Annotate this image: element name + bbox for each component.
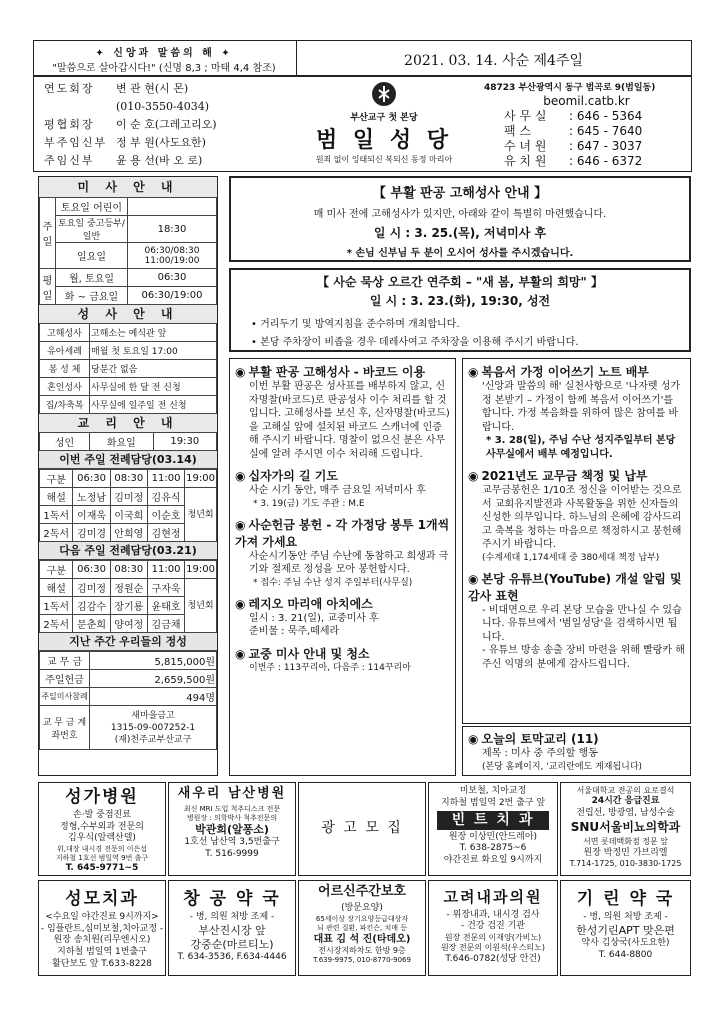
ad-line: 원장 전문의 이원석(우스티노) bbox=[440, 943, 546, 953]
mass-table bbox=[39, 197, 217, 305]
theme-quote: "말씀으로 살아갑시다!" (신명 8,3 ; 마태 4,4 참조) bbox=[52, 63, 276, 74]
youth-cell: 청년회 bbox=[185, 488, 217, 542]
duty-head: 08:30 bbox=[110, 470, 147, 488]
ad-line: T.714-1725, 010-3830-1725 bbox=[569, 859, 682, 869]
contact-key: 수 녀 원 bbox=[504, 139, 547, 153]
contact-key: 사 무 실 bbox=[504, 109, 547, 123]
duty-head: 08:30 bbox=[110, 561, 147, 579]
confession-note: * 손님 신부님 두 분이 오시어 성사를 주시겠습니다. bbox=[346, 248, 574, 259]
header-box bbox=[33, 40, 692, 76]
ad-line: 미보철, 치아교정 bbox=[459, 786, 527, 796]
news-body: 교무금봉헌은 1/10조 정신을 이어받는 것으로서 교회유지발전과 사목활동을 위한 신자들의 신성한 의무입니다. 하느님의 은혜에 감사드리고 축복을 청하는 마음으로 책정하시고 봉헌해 주시기 바랍니다. bbox=[482, 485, 682, 550]
ad-line: - 병, 의원 처방 조제 - bbox=[189, 912, 275, 923]
logo-motto: 원죄 없이 잉태되신 복되신 동정 마리아 bbox=[315, 155, 453, 164]
ad-line: T. 645-9771~5 bbox=[65, 863, 139, 874]
concert-note2: • 본당 주차장이 비좁을 경우 데레사여고 주차장을 이용해 주시기 바랍니다. bbox=[251, 337, 579, 348]
catechism-day: 화요일 bbox=[90, 433, 154, 451]
duty-head: 19:00 bbox=[185, 470, 217, 488]
duty-cell: 2독서 bbox=[40, 524, 73, 542]
news-title: ◉ 2021년도 교무금 책정 및 납부 bbox=[468, 467, 685, 484]
ad-box bbox=[560, 782, 691, 876]
offering-value: 5,815,000원 bbox=[90, 652, 217, 670]
ad-line: 전시장지하차도 한방 9층 bbox=[318, 945, 406, 955]
duty-head: 06:30 bbox=[73, 470, 110, 488]
duty-cell: 문춘희 bbox=[73, 615, 110, 633]
duty1-title: 이번 주일 전례담당(03.14) bbox=[39, 451, 217, 469]
duty-head: 19:00 bbox=[185, 561, 217, 579]
ad-line: - 임플란트,심미보철,치아교정 - bbox=[40, 923, 164, 934]
duty-head: 구분 bbox=[40, 561, 73, 579]
issue-date: 2021. 03. 14. 사순 제4주일 bbox=[404, 53, 583, 69]
ad-title: 새우리 남산병원 bbox=[177, 786, 287, 801]
contact-key: 팩 스 bbox=[504, 124, 531, 138]
ad-line: - 위장내과, 내시경 검사 bbox=[446, 909, 540, 920]
duty-cell: 김감수 bbox=[73, 597, 110, 615]
mass-time bbox=[128, 198, 217, 216]
sacrament-info: 매월 첫 토요일 17:00 bbox=[90, 342, 217, 360]
duty-cell: 노정남 bbox=[73, 488, 110, 506]
ad-line: 전립선, 방광염, 남성수술 bbox=[576, 808, 675, 819]
ad-line: 지하철 범일역 2번 출구 앞 bbox=[440, 797, 546, 808]
sunday-label: 주일 bbox=[40, 198, 56, 269]
news-body: '신앙과 말씀의 해' 실천사항으로 '나자렛 성가정 본받기 – 가정이 함께 복음서 이어쓰기'를 합니다. 가정 복음화를 위하여 많은 참여를 바랍니다. bbox=[482, 381, 681, 433]
mass-day: 화 ~ 금요일 bbox=[56, 287, 128, 305]
ad-box bbox=[560, 880, 691, 976]
mass-day: 일요일 bbox=[56, 243, 128, 269]
duty-cell: 윤태호 bbox=[147, 597, 184, 615]
mass-time: 06:30 bbox=[128, 269, 217, 287]
ad-line: 활단보도 앞 T.633-8228 bbox=[52, 958, 152, 969]
ad-line: 24시간 응급진료 bbox=[591, 796, 660, 807]
ad-line: 원장 송치원(리무엔시오) bbox=[53, 935, 151, 946]
offering-title: 지난 주간 우리들의 정성 bbox=[39, 633, 217, 651]
duty-cell: 양여정 bbox=[110, 615, 147, 633]
account-number: 1315-09-007252-1 bbox=[110, 722, 196, 733]
parish-logo bbox=[284, 81, 484, 165]
ad-line: 박관희(알퐁소) bbox=[195, 823, 269, 837]
concert-title: 【 사순 묵상 오르간 연주회 – "새 봄, 부활의 희망" 】 bbox=[317, 275, 603, 289]
ad-line: 최신 MRI 도입 척추디스크 전문 bbox=[183, 804, 281, 813]
ad-line: 1호선 남산역 3,5번출구 bbox=[184, 837, 280, 848]
offering-label: 주일헌금 bbox=[40, 670, 90, 688]
duty-cell: 이순호 bbox=[147, 506, 184, 524]
news-note: (수계세대 1,174세대 중 380세대 책정 납부) bbox=[482, 552, 660, 563]
ad-line: T. 516-9999 bbox=[205, 849, 259, 860]
duty-cell: 2독서 bbox=[40, 615, 73, 633]
contact-value: : 646 - 6372 bbox=[569, 154, 643, 168]
ad-line: 부산진시장 앞 bbox=[198, 923, 266, 937]
concert-box bbox=[229, 268, 691, 352]
ad-line: 야간진료 화요일 9시까지 bbox=[443, 854, 543, 865]
sacrament-info: 당분간 없음 bbox=[90, 360, 217, 378]
ad-box bbox=[168, 782, 296, 876]
ad-line: (방문요양) bbox=[341, 902, 383, 913]
news-title: ◉ 복음서 가정 이어쓰기 노트 배부 bbox=[468, 363, 685, 380]
duty-cell: 김미경 bbox=[73, 524, 110, 542]
duty2-title: 다음 주일 전례담당(03.21) bbox=[39, 542, 217, 560]
news-note: * 3. 28(일), 주님 수난 성지주일부터 본당 사무실에서 배부 예정입니다. bbox=[486, 435, 676, 460]
duty-cell: 해설 bbox=[40, 488, 73, 506]
ad-box bbox=[298, 782, 426, 876]
contact-key: 유 치 원 bbox=[504, 154, 547, 168]
duty-head: 구분 bbox=[40, 470, 73, 488]
confession-title: 【 부활 판공 고해성사 안내 】 bbox=[372, 186, 548, 201]
ad-title: 기 린 약 국 bbox=[576, 889, 675, 909]
ad-line: T. 634-3536, F.634-4446 bbox=[177, 952, 287, 963]
contact-value: : 647 - 3037 bbox=[569, 139, 643, 153]
staff-role: 연도회장 bbox=[44, 82, 95, 95]
ad-line: 병원장 : 의학박사 척추전문의 bbox=[186, 813, 278, 822]
ad-box bbox=[428, 880, 558, 976]
duty-cell: 정원순 bbox=[110, 579, 147, 597]
mass-day: 토요일 중고등부/일반 bbox=[56, 216, 128, 243]
news-body: 사순 시기 동안, 매주 금요일 저녁미사 후 bbox=[249, 485, 426, 496]
contact-value: : 646 - 5364 bbox=[569, 109, 643, 123]
news-body: 사순시기동안 주님 수난에 동참하고 희생과 극기와 절제로 정성을 모아 봉헌합시다. bbox=[249, 550, 449, 576]
duty1-table bbox=[39, 469, 217, 542]
sacrament-name: 유아세례 bbox=[40, 342, 90, 360]
ad-line: 손·발 중점진료 bbox=[73, 810, 131, 821]
mass-title: 미 사 안 내 bbox=[39, 177, 217, 197]
staff-name: 변 관 현(시 몬) bbox=[116, 82, 189, 95]
youth-cell: 청년회 bbox=[185, 579, 217, 633]
news-title: ◉ 십자가의 길 기도 bbox=[235, 467, 450, 484]
duty2-table bbox=[39, 560, 217, 633]
staff-name: 이 순 호(그레고리오) bbox=[116, 118, 217, 131]
duty-cell: 김현정 bbox=[147, 524, 184, 542]
concert-date: 일 시 : 3. 23.(화), 19:30, 성전 bbox=[369, 294, 551, 308]
ad-line: - 병, 의원 처방 조제 - bbox=[583, 912, 668, 923]
duty-cell: 김금채 bbox=[147, 615, 184, 633]
left-news-column bbox=[229, 358, 456, 776]
sacrament-table bbox=[39, 323, 217, 414]
ad-title: 빈 트 치 과 bbox=[437, 811, 549, 829]
ad-box bbox=[38, 782, 166, 876]
logo-name: 범 일 성 당 bbox=[316, 128, 452, 153]
news-title: ◉ 레지오 마리애 아치에스 bbox=[235, 595, 450, 612]
confession-box bbox=[229, 176, 691, 262]
staff-name: 윤 용 선(바 오 로) bbox=[116, 154, 203, 167]
staff-list bbox=[44, 80, 274, 170]
staff-role: 부주임신부 bbox=[44, 136, 108, 149]
ad-recruit-title: 광 고 모 집 bbox=[321, 820, 403, 836]
website: beomil.catb.kr bbox=[543, 94, 630, 108]
ad-title: 어르신주간보호 bbox=[318, 884, 406, 899]
ad-line: 약사 김상국(사도요한) bbox=[581, 938, 670, 949]
news-title: ◉ 부활 판공 고해성사 - 바코드 이용 bbox=[235, 363, 450, 380]
news-body: - 비대면으로 우리 본당 모습을 만나실 수 있습니다. 유튜브에서 '범일성당'을 검색하시면 됩니다. bbox=[482, 604, 682, 643]
sacrament-name: 봉 성 체 bbox=[40, 360, 90, 378]
ad-title: 창 공 약 국 bbox=[183, 889, 281, 909]
news-title: ◉ 본당 유튜브(YouTube) 개설 알림 및 감사 표현 bbox=[468, 570, 685, 604]
catechism-time: 19:30 bbox=[153, 433, 216, 451]
ad-line: <수요일 야간진료 9시까지> bbox=[45, 912, 159, 923]
offering-label: 주일미사참례 bbox=[40, 688, 90, 706]
duty-cell: 안희영 bbox=[110, 524, 147, 542]
staff-name: 정 부 원(사도요한) bbox=[116, 136, 206, 149]
account-bank: 새마을금고 bbox=[131, 710, 175, 721]
sacrament-info: 고해소는 예식관 앞 bbox=[90, 324, 217, 342]
sacrament-info: 사무실에 일주일 전 신청 bbox=[90, 396, 217, 414]
news-note: (본당 홈페이지, '교리란에도 게재됩니다) bbox=[482, 761, 643, 772]
ad-line: T. 638-2875~6 bbox=[459, 843, 527, 854]
confession-line1: 매 미사 전에 고해성사가 있지만, 아래와 같이 특별히 마련했습니다. bbox=[313, 209, 607, 220]
duty-head: 11:00 bbox=[147, 561, 184, 579]
concert-note1: • 거리두기 및 방역지침을 준수하며 개최합니다. bbox=[251, 319, 460, 330]
news-title: ◉ 교중 미사 안내 및 청소 bbox=[235, 645, 450, 662]
duty-cell: 김미정 bbox=[73, 579, 110, 597]
ad-box bbox=[298, 880, 426, 976]
catechism-target: 성인 bbox=[40, 433, 90, 451]
ad-box bbox=[428, 782, 558, 876]
news-body: 제목 : 미사 중 주의할 행동 bbox=[482, 748, 598, 759]
offering-value: 494명 bbox=[90, 688, 217, 706]
account-label: 교 무 금 계좌번호 bbox=[40, 706, 90, 750]
duty-cell: 이재욱 bbox=[73, 506, 110, 524]
sacrament-name: 집/차축복 bbox=[40, 396, 90, 414]
sacrament-title: 성 사 안 내 bbox=[39, 305, 217, 323]
ad-box bbox=[168, 880, 296, 976]
offering-table bbox=[39, 651, 217, 750]
duty-cell: 장기룡 bbox=[110, 597, 147, 615]
ad-line: 서면 롯데백화점 정문 앞 bbox=[583, 837, 668, 847]
ad-title: 성모치과 bbox=[65, 889, 139, 909]
confession-date: 일 시 : 3. 25.(목), 저녁미사 후 bbox=[373, 226, 547, 240]
ad-line: 지하철 범일역 1번출구 bbox=[57, 947, 147, 958]
ad-line: 강중순(마르티노) bbox=[190, 938, 274, 952]
ad-line: 원장 박정민 가브리엘 bbox=[583, 847, 668, 858]
duty-cell: 1독서 bbox=[40, 597, 73, 615]
ad-line: 한성기린APT 맞은편 bbox=[576, 923, 675, 937]
ad-line: T.646-0782(성당 안건) bbox=[445, 953, 541, 964]
catechism-table bbox=[39, 432, 217, 451]
news-note: - 유튜브 방송 송출 장비 마련을 위해 빨랑카 해 주신 익명의 분에게 감사드립니다. bbox=[482, 645, 685, 670]
duty-cell: 이국희 bbox=[110, 506, 147, 524]
news-note: 준비물 : 묵주,떼세라 bbox=[249, 626, 340, 638]
ad-line: 65세이상 장기요양등급대상자 bbox=[315, 914, 409, 923]
ad-title: 고려내과의원 bbox=[443, 888, 543, 906]
ad-box bbox=[38, 880, 166, 976]
offering-label: 교 무 금 bbox=[40, 652, 90, 670]
contact-info bbox=[484, 80, 689, 169]
staff-role: 평협회장 bbox=[44, 118, 95, 131]
sacrament-name: 혼인성사 bbox=[40, 378, 90, 396]
ad-line: 정형,수부외과 전문의 bbox=[60, 821, 144, 832]
account-holder: (재)천주교부산교구 bbox=[114, 734, 192, 745]
mass-time: 06:30/08:30 11:00/19:00 bbox=[128, 243, 217, 269]
duty-head: 11:00 bbox=[147, 470, 184, 488]
offering-value: 2,659,500원 bbox=[90, 670, 217, 688]
ad-line: 지하철 1호선 범일역 9번 출구 bbox=[55, 854, 149, 863]
right-news-column bbox=[462, 358, 691, 724]
ad-line: T.639-9975, 010-8770-9069 bbox=[313, 956, 411, 965]
ad-title: SNU서울비뇨의학과 bbox=[570, 819, 681, 834]
left-column bbox=[38, 176, 218, 776]
duty-head: 06:30 bbox=[73, 561, 110, 579]
ad-line: T. 644-8800 bbox=[598, 949, 653, 960]
news-note: * 3. 19(금) 기도 주관 : M.E bbox=[253, 498, 365, 509]
duty-cell: 김미정 bbox=[110, 488, 147, 506]
theme-title: ✦ 신앙과 말씀의 해 ✦ bbox=[95, 48, 233, 59]
duty-cell: 해설 bbox=[40, 579, 73, 597]
news-body: 이번 부활 판공은 성사표를 배부하지 않고, 신자명찰(바코드)로 판공성사 이수 처리를 할 것입니다. 고해성사를 보신 후, 신자명찰(바코드)을 고해실 앞에 설치된 바코드 스캐너에 인증해 주시기 바랍니다. 명찰이 없으신 분은 사무실에 알려 주시면 이수 처리해 드립니다. bbox=[249, 381, 450, 460]
chi-rho-icon bbox=[371, 81, 397, 107]
ad-line: 대표 김 석 진(타데오) bbox=[313, 933, 411, 945]
staff-name: (010-3550-4034) bbox=[116, 100, 210, 113]
ad-line: 서울대학교 전공의 요로결석 bbox=[576, 786, 675, 795]
sacrament-name: 고해성사 bbox=[40, 324, 90, 342]
address: 48723 부산광역시 동구 범곡로 9(범일동) bbox=[484, 83, 656, 93]
logo-sub: 부산교구 첫 본당 bbox=[350, 113, 418, 123]
ad-line: 김우식(알렉산델) bbox=[68, 833, 136, 844]
ad-line: - 건강 검진 기관 bbox=[461, 921, 525, 932]
mass-day: 토요일 어린이 bbox=[56, 198, 128, 216]
staff-role: 주임신부 bbox=[44, 154, 95, 167]
contact-value: : 645 - 7640 bbox=[569, 124, 643, 138]
news-body: 이번주 : 113꾸리아, 다음주 : 114꾸리아 bbox=[249, 662, 411, 673]
weekday-label: 평일 bbox=[40, 269, 56, 305]
mass-day: 월, 토요일 bbox=[56, 269, 128, 287]
catechism-title: 교 리 안 내 bbox=[39, 414, 217, 432]
duty-cell: 1독서 bbox=[40, 506, 73, 524]
ad-title: 성가병원 bbox=[65, 787, 139, 807]
mass-time: 06:30/19:00 bbox=[128, 287, 217, 305]
ad-line: 위,대장 내시경 전문의 이은섭 bbox=[56, 845, 148, 854]
sacrament-info: 사무실에 한 달 전 신청 bbox=[90, 378, 217, 396]
ad-line: 뇌 관련 질환, 파킨슨, 치매 등 bbox=[317, 923, 407, 932]
news-title: ◉ 사순헌금 봉헌 - 각 가정당 봉투 1개씩 가져 가세요 bbox=[235, 516, 450, 550]
news-note: * 접수: 주님 수난 성지 주일부터(사무실) bbox=[253, 577, 413, 588]
ad-line: 원장 이상민(안드레아) bbox=[448, 831, 538, 842]
mass-time: 18:30 bbox=[128, 216, 217, 243]
catechism-tip-box bbox=[462, 726, 691, 776]
duty-cell: 구자욱 bbox=[147, 579, 184, 597]
masthead bbox=[33, 76, 692, 172]
ad-line: 원장 전문의 이재양(가비노) bbox=[444, 932, 542, 942]
news-body: 일시 : 3. 21(일), 교중미사 후 bbox=[249, 612, 379, 624]
duty-cell: 김유식 bbox=[147, 488, 184, 506]
news-title: ◉ 오늘의 토막교리 (11) bbox=[468, 730, 685, 747]
